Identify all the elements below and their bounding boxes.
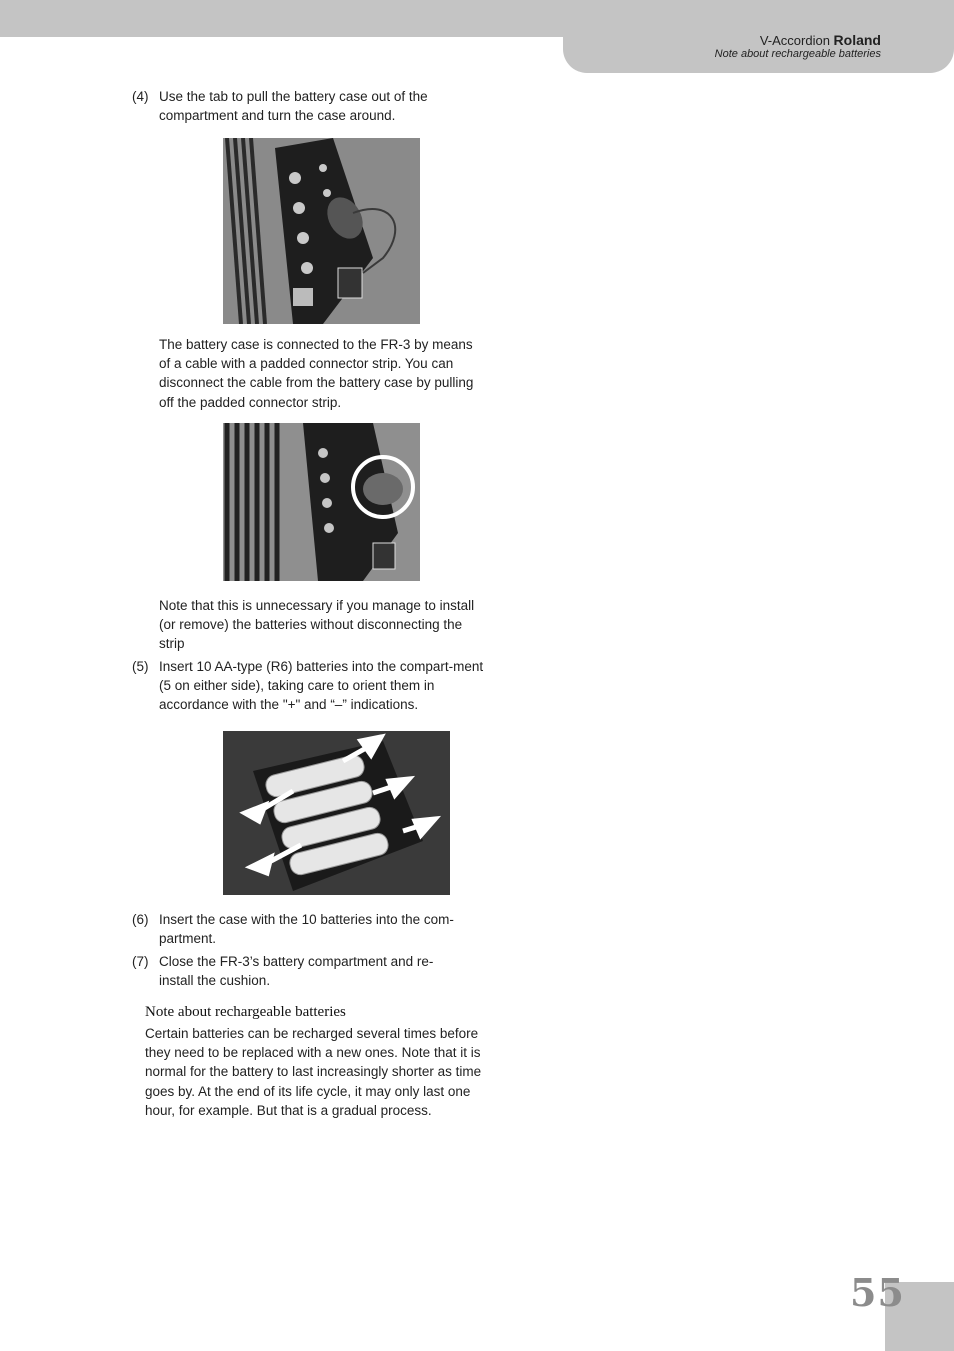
step-7-text: Close the FR-3’s battery compartment and re-install the cushion.: [159, 954, 434, 989]
header-tab: [563, 0, 954, 73]
batteries-photo: [223, 731, 450, 895]
page-number: 55: [850, 1270, 905, 1315]
note-strip: Note that this is unnecessary if you manage to install (or remove) the batteries without disconnecting the strip: [159, 598, 475, 652]
section-body: Certain batteries can be recharged several times before they need to be replaced with a new ones. Note that it is normal for the battery to last increasingly shorter as time goes by. At the end of its life cycle, it may only last one hour, for example. But that is a gradual process.: [145, 1026, 482, 1118]
step-4-number: (4): [132, 89, 149, 104]
header-title: V-Accordion Roland: [759, 32, 881, 48]
section-heading: Note about rechargeable batteries: [145, 1004, 346, 1020]
connector-strip-photo: [223, 423, 420, 581]
step-6-number: (6): [132, 912, 149, 927]
battery-case-photo: [223, 138, 420, 324]
step-5-text: Insert 10 AA-type (R6) batteries into the compart-ment (5 on either side), taking care to orient them in accordance with the "+" and “–” indications.: [159, 659, 484, 713]
step-6-text: Insert the case with the 10 batteries into the com-partment.: [159, 912, 454, 947]
step-5-number: (5): [132, 659, 149, 674]
note-battery-cable: The battery case is connected to the FR-3 by means of a cable with a padded connector strip. You can disconnect the cable from the battery case by pulling off the padded connector strip.: [159, 337, 474, 410]
header-section: Note about rechargeable batteries: [714, 48, 881, 60]
step-4-text: Use the tab to pull the battery case out of the compartment and turn the case around.: [159, 89, 428, 124]
step-7-number: (7): [132, 954, 149, 969]
